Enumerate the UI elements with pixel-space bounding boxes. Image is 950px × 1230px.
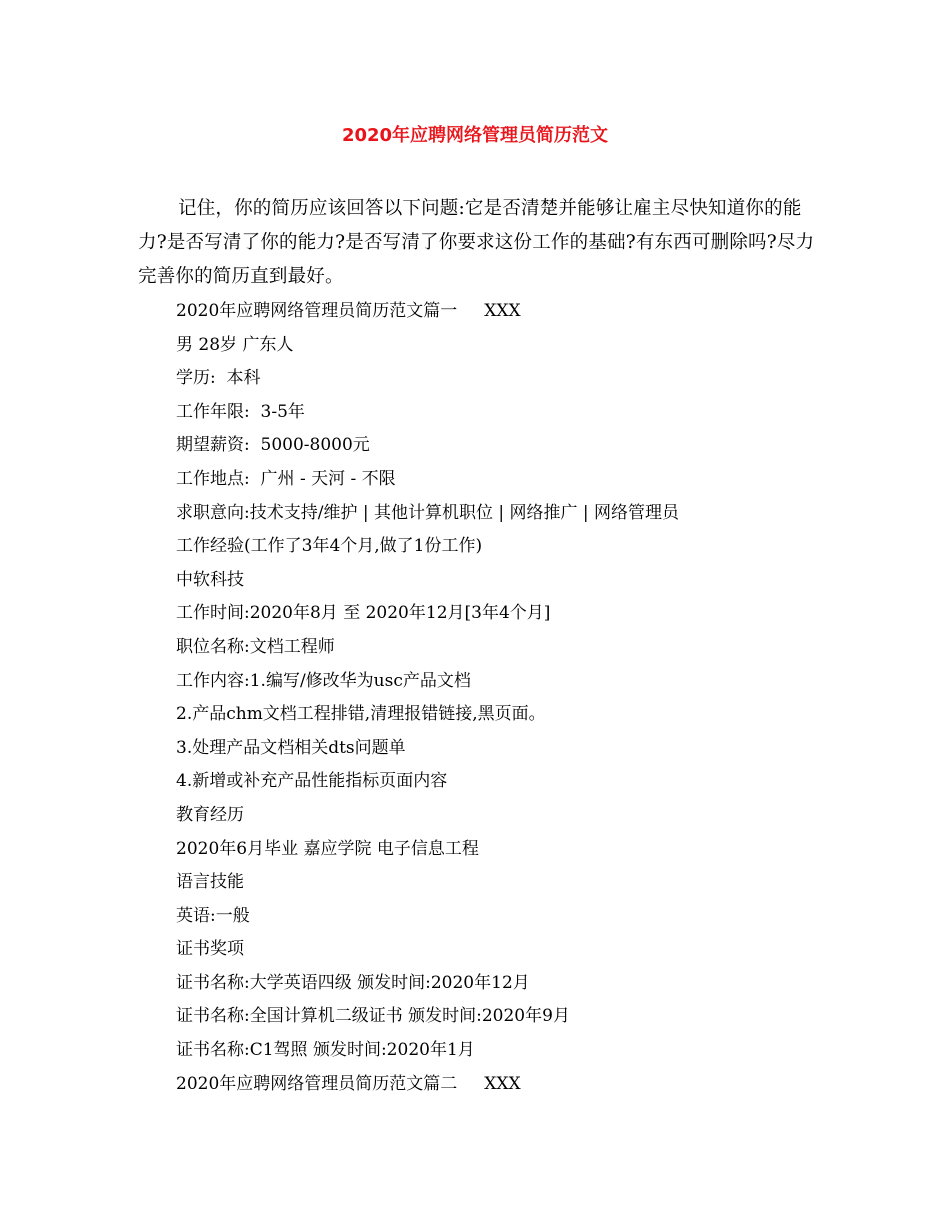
resume-line: 工作内容:1.编写/修改华为usc产品文档 — [176, 670, 471, 691]
resume-line: 证书名称:C1驾照 颁发时间:2020年1月 — [176, 1040, 475, 1061]
resume-line: 证书名称:大学英语四级 颁发时间:2020年12月 — [176, 972, 530, 993]
resume-line: 语言技能 — [176, 872, 244, 893]
resume-line: 工作时间:2020年8月 至 2020年12月[3年4个月] — [176, 603, 551, 624]
document-title: 2020年应聘网络管理员简历范文 — [341, 125, 609, 146]
resume-line: 3.处理产品文档相关dts问题单 — [176, 737, 406, 758]
resume-line: 工作经验(工作了3年4个月,做了1份工作) — [176, 536, 483, 557]
resume-line: 工作地点: 广州 - 天河 - 不限 — [176, 468, 396, 489]
resume-line: 男 28岁 广东人 — [176, 334, 294, 355]
resume-line: 求职意向:技术支持/维护 | 其他计算机职位 | 网络推广 | 网络管理员 — [176, 502, 680, 523]
resume-line: 工作年限: 3-5年 — [176, 401, 305, 422]
resume-line: 职位名称:文档工程师 — [176, 636, 335, 657]
intro-paragraph: 记住，你的简历应该回答以下问题:它是否清楚并能够让雇主尽快知道你的能力?是否写清了你的能力?是否写清了你要求这份工作的基础?有东西可删除吗?尽力完善你的简历直到最好。 — [138, 198, 815, 287]
resume-line: 2020年应聘网络管理员简历范文篇二 XXX — [176, 1073, 521, 1094]
resume-line: 学历: 本科 — [176, 368, 261, 389]
resume-line: 教育经历 — [176, 804, 244, 825]
resume-line: 期望薪资: 5000-8000元 — [176, 435, 370, 456]
resume-line: 2020年应聘网络管理员简历范文篇一 XXX — [176, 301, 521, 321]
resume-line: 英语:一般 — [176, 905, 250, 926]
resume-line: 2.产品chm文档工程排错,清理报错链接,黑页面。 — [176, 704, 546, 725]
resume-line: 证书名称:全国计算机二级证书 颁发时间:2020年9月 — [176, 1006, 570, 1027]
resume-line: 2020年6月毕业 嘉应学院 电子信息工程 — [176, 838, 479, 859]
resume-line: 中软科技 — [176, 569, 244, 590]
resume-line: 4.新增或补充产品性能指标页面内容 — [176, 771, 448, 792]
resume-lines — [176, 295, 876, 1101]
resume-line: 证书奖项 — [176, 939, 244, 960]
